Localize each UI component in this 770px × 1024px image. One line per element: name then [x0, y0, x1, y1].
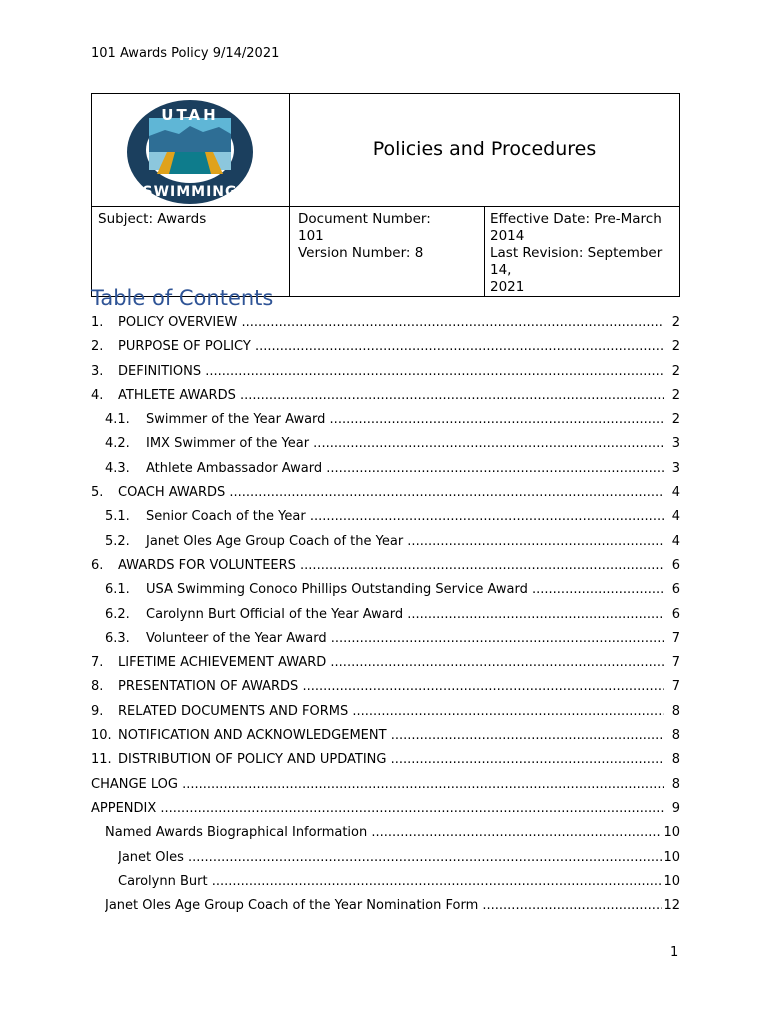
toc-entry-number: 1.	[91, 315, 104, 330]
toc-entry[interactable]	[91, 505, 680, 529]
toc-entry-number: 5.2.	[105, 533, 130, 549]
toc-entry[interactable]	[91, 530, 680, 554]
toc-entry[interactable]	[91, 408, 680, 432]
toc-entry-page: 3	[671, 432, 680, 456]
toc-entry-label: ATHLETE AWARDS	[118, 387, 236, 403]
toc-entry-label: COACH AWARDS	[118, 485, 226, 501]
utah-swimming-logo-icon	[127, 100, 253, 204]
effective-date-line1: Effective Date: Pre-March	[490, 211, 662, 227]
toc-entry-label: Carolynn Burt	[118, 873, 208, 889]
toc-entry-page: 2	[671, 311, 680, 335]
toc-entry-page: 8	[671, 700, 680, 724]
toc-entry-number: 7.	[91, 655, 104, 671]
toc-entry[interactable]	[91, 481, 680, 505]
toc-entry-label: Janet Oles Age Group Coach of the Year	[146, 533, 404, 549]
document-number-label: Document Number:	[298, 211, 431, 227]
toc-entry[interactable]	[91, 457, 680, 481]
toc-entry-label: Named Awards Biographical Information	[105, 825, 368, 841]
toc-entry-label: Janet Oles Age Group Coach of the Year Nomination Form	[105, 898, 479, 914]
toc-entry-page: 10	[662, 821, 680, 845]
toc-entry-number: 5.1.	[105, 509, 130, 525]
toc-entry-number: 8.	[91, 679, 104, 695]
toc-entry[interactable]	[91, 311, 680, 335]
utah-swimming-logo	[92, 94, 289, 206]
toc-entry-label: CHANGE LOG	[91, 776, 178, 792]
toc-entry[interactable]	[91, 554, 680, 578]
subject-text: Subject: Awards	[98, 211, 207, 227]
document-number-cell	[290, 207, 485, 297]
toc-entry-number: 6.	[91, 557, 104, 573]
toc-entry[interactable]	[91, 360, 680, 384]
toc-entry-number: 3.	[91, 363, 104, 379]
toc-entry-label: APPENDIX	[91, 800, 157, 816]
toc-entry-number: 6.2.	[105, 606, 130, 622]
toc-entry[interactable]	[91, 335, 680, 359]
toc-entry-label: Volunteer of the Year Award	[146, 630, 327, 646]
toc-entry-label: Swimmer of the Year Award	[146, 412, 326, 428]
toc-entry-number: 6.1.	[105, 582, 130, 598]
toc-entry[interactable]	[91, 797, 680, 821]
toc-entry-page: 8	[671, 773, 680, 797]
logo-cell	[92, 94, 290, 207]
table-of-contents	[91, 311, 680, 918]
title-cell	[290, 94, 680, 207]
toc-heading: Table of Contents	[91, 286, 274, 310]
toc-entry-page: 2	[671, 408, 680, 432]
toc-entry[interactable]	[91, 894, 680, 918]
toc-entry-number: 4.3.	[105, 460, 130, 476]
toc-entry-number: 9.	[91, 703, 104, 719]
document-number-value: 101	[298, 228, 324, 244]
toc-entry-page: 8	[671, 748, 680, 772]
toc-entry-page: 6	[671, 603, 680, 627]
last-revision-line1: Last Revision: September 14,	[490, 245, 663, 278]
logo-bottom-text: SWIMMING	[142, 184, 238, 200]
toc-entry-page: 3	[671, 457, 680, 481]
toc-entry-page: 2	[671, 384, 680, 408]
toc-entry-label: Athlete Ambassador Award	[146, 460, 323, 476]
toc-entry-page: 2	[671, 360, 680, 384]
toc-entry-label: RELATED DOCUMENTS AND FORMS	[118, 703, 349, 719]
document-info-table	[91, 93, 680, 297]
toc-entry-page: 7	[671, 675, 680, 699]
page-number: 1	[670, 945, 679, 960]
version-number: Version Number: 8	[298, 245, 424, 261]
toc-entry-page: 4	[671, 530, 680, 554]
toc-entry-page: 2	[671, 335, 680, 359]
toc-entry-page: 10	[662, 846, 680, 870]
subject-cell	[92, 207, 290, 297]
toc-entry[interactable]	[91, 627, 680, 651]
toc-entry[interactable]	[91, 651, 680, 675]
toc-entry-number: 4.1.	[105, 412, 130, 428]
toc-entry-label: PRESENTATION OF AWARDS	[118, 679, 299, 695]
toc-entry-label: PURPOSE OF POLICY	[118, 339, 251, 355]
toc-entry[interactable]	[91, 675, 680, 699]
toc-entry[interactable]	[91, 724, 680, 748]
toc-entry[interactable]	[91, 773, 680, 797]
effective-date-line2: 2014	[490, 228, 525, 244]
toc-entry-page: 4	[671, 481, 680, 505]
toc-entry[interactable]	[91, 432, 680, 456]
toc-entry-label: Carolynn Burt Official of the Year Award	[146, 606, 404, 622]
toc-entry-page: 8	[671, 724, 680, 748]
toc-entry-page: 9	[671, 797, 680, 821]
toc-entry-label: POLICY OVERVIEW	[118, 315, 238, 330]
toc-entry-page: 7	[671, 627, 680, 651]
toc-entry-label: LIFETIME ACHIEVEMENT AWARD	[118, 655, 327, 671]
toc-entry-number: 4.	[91, 387, 104, 403]
last-revision-line2: 2021	[490, 279, 525, 295]
toc-entry-number: 4.2.	[105, 436, 130, 452]
toc-entry-number: 6.3.	[105, 630, 130, 646]
toc-entry-label: Senior Coach of the Year	[146, 509, 306, 525]
toc-entry-number: 5.	[91, 485, 104, 501]
toc-entry[interactable]	[91, 748, 680, 772]
toc-entry-page: 6	[671, 578, 680, 602]
toc-entry-label: DEFINITIONS	[118, 363, 202, 379]
toc-entry-page: 10	[662, 870, 680, 894]
toc-entry-label: AWARDS FOR VOLUNTEERS	[118, 557, 296, 573]
running-header: 101 Awards Policy 9/14/2021	[91, 46, 280, 61]
toc-entry-number: 10.	[91, 728, 112, 744]
toc-entry-label: IMX Swimmer of the Year	[146, 436, 310, 452]
dates-cell	[485, 207, 680, 297]
toc-entry-page: 12	[662, 894, 680, 918]
toc-entry-page: 7	[671, 651, 680, 675]
toc-entry[interactable]	[91, 870, 680, 894]
toc-entry-number: 2.	[91, 339, 104, 355]
toc-entry-label: NOTIFICATION AND ACKNOWLEDGEMENT	[118, 728, 387, 744]
toc-entry[interactable]	[91, 384, 680, 408]
document-title: Policies and Procedures	[372, 138, 597, 160]
toc-entry-page: 6	[671, 554, 680, 578]
toc-entry[interactable]	[91, 578, 680, 602]
toc-entry[interactable]	[91, 700, 680, 724]
toc-entry[interactable]	[91, 821, 680, 845]
toc-entry[interactable]	[91, 846, 680, 870]
toc-entry[interactable]	[91, 603, 680, 627]
logo-top-text: UTAH	[161, 106, 219, 124]
toc-entry-label: Janet Oles	[118, 849, 184, 865]
toc-entry-label: DISTRIBUTION OF POLICY AND UPDATING	[118, 752, 387, 768]
toc-entry-number: 11.	[91, 752, 112, 768]
toc-entry-page: 4	[671, 505, 680, 529]
toc-entry-label: USA Swimming Conoco Phillips Outstanding Service Award	[146, 582, 528, 598]
